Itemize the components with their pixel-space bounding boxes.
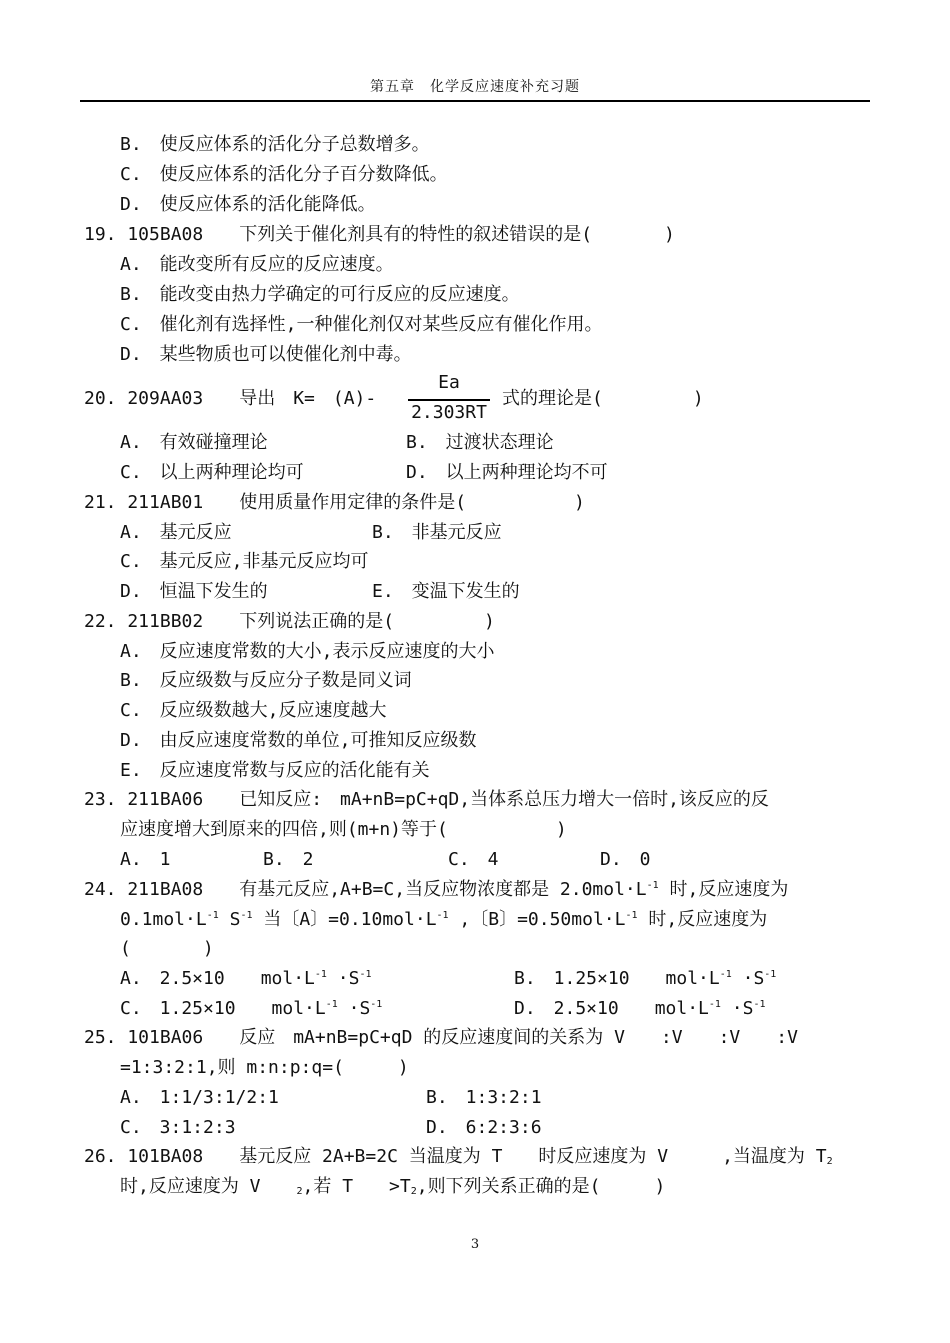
q24-stem-line3: ( ) [120, 938, 214, 959]
q22-option-b: B. 反应级数与反应分子数是同义词 [120, 670, 412, 691]
q24-line2-sup2: -1 [240, 910, 253, 921]
q22-stem: 22. 211BB02 下列说法正确的是( ) [84, 611, 495, 632]
q18-option-c: C. 使反应体系的活化分子百分数降低。 [120, 164, 448, 185]
q24-line1-sup: -1 [646, 880, 659, 891]
q25-stem-line1: 25. 101BA06 反应 mA+nB=pC+qD 的反应速度间的关系为 V :V :V :V [84, 1027, 798, 1048]
q25-option-d: D. 6:2:3:6 [426, 1117, 542, 1138]
q24-a-text: A. 2.5×10 mol·L [120, 968, 315, 989]
q24-a-sup2: -1 [359, 969, 372, 980]
q21-option-d: D. 恒温下发生的 [120, 581, 268, 602]
q24-line2-sup3: -1 [436, 910, 449, 921]
q22-option-c: C. 反应级数越大,反应速度越大 [120, 700, 387, 721]
q23-option-b: B. 2 [263, 849, 314, 870]
q24-c-sup2: -1 [370, 999, 383, 1010]
q24-option-b [514, 968, 776, 990]
q20-option-d: D. 以上两种理论均不可 [406, 462, 608, 483]
q24-d-text: D. 2.5×10 mol·L [514, 998, 709, 1019]
q21-option-a: A. 基元反应 [120, 522, 232, 543]
q20-fraction-bar [408, 399, 490, 401]
q26-line1-sub: 2 [826, 1156, 833, 1167]
q24-line2-part4: ,〔B〕=0.50mol·L [448, 909, 626, 930]
q26-line2-sub2: 2 [410, 1186, 417, 1197]
q24-b-sup1: -1 [719, 969, 732, 980]
q24-line2-sup1: -1 [206, 910, 219, 921]
q24-stem-line1 [84, 879, 788, 901]
q20-option-a: A. 有效碰撞理论 [120, 432, 268, 453]
q20-formula-fraction [408, 372, 490, 424]
q23-stem-line1: 23. 211BA06 已知反应: mA+nB=pC+qD,当体系总压力增大一倍时,该反应的反 [84, 789, 769, 810]
q20-option-c: C. 以上两种理论均可 [120, 462, 304, 483]
q26-stem-line2 [120, 1176, 665, 1198]
q25-option-b: B. 1:3:2:1 [426, 1087, 542, 1108]
q24-c-text: C. 1.25×10 mol·L [120, 998, 326, 1019]
q25-option-a: A. 1:1/3:1/2:1 [120, 1087, 279, 1108]
q26-stem-line1 [84, 1146, 833, 1168]
q23-stem-line2: 应速度增大到原来的四倍,则(m+n)等于( ) [120, 819, 567, 840]
q24-b-text: B. 1.25×10 mol·L [514, 968, 720, 989]
q24-b-unit: ·S [731, 968, 765, 989]
q19-option-d: D. 某些物质也可以使催化剂中毒。 [120, 344, 412, 365]
q26-line2-sub1: 2 [296, 1186, 303, 1197]
q26-line1-text: 26. 101BA08 基元反应 2A+B=2C 当温度为 T 时反应速度为 V ,当温度为 T [84, 1146, 827, 1167]
q21-option-e: E. 变温下发生的 [372, 581, 520, 602]
q24-line2-sup4: -1 [625, 910, 638, 921]
q23-option-a: A. 1 [120, 849, 171, 870]
q24-a-unit: ·S [326, 968, 360, 989]
page-header-title: 第五章 化学反应速度补充习题 [370, 79, 580, 95]
q26-line2-part2: ,若 T >T [302, 1176, 411, 1197]
header-divider [80, 100, 870, 102]
q24-b-sup2: -1 [764, 969, 777, 980]
q24-c-unit: ·S [337, 998, 371, 1019]
q20-fraction-numerator: Ea [438, 372, 460, 393]
q24-line2-part3: 当〔A〕=0.10mol·L [252, 909, 437, 930]
q24-line2-part5: 时,反应速度为 [637, 909, 768, 930]
q19-option-b: B. 能改变由热力学确定的可行反应的反应速度。 [120, 284, 520, 305]
q24-line2-part1: 0.1mol·L [120, 909, 207, 930]
q24-line1-tail: 时,反应速度为 [658, 879, 789, 900]
q20-option-b: B. 过渡状态理论 [406, 432, 554, 453]
q22-option-e: E. 反应速度常数与反应的活化能有关 [120, 760, 430, 781]
q19-option-a: A. 能改变所有反应的反应速度。 [120, 254, 394, 275]
q20-stem-suffix: 式的理论是( ) [502, 388, 704, 409]
q21-option-c: C. 基元反应,非基元反应均可 [120, 551, 369, 572]
q24-stem-line2 [120, 909, 767, 931]
q21-stem: 21. 211AB01 使用质量作用定律的条件是( ) [84, 492, 585, 513]
q20-stem-prefix: 20. 209AA03 导出 K= (A)- [84, 388, 377, 409]
q24-option-d [514, 998, 766, 1020]
q24-d-sup1: -1 [708, 999, 721, 1010]
q21-option-b: B. 非基元反应 [372, 522, 502, 543]
q22-option-a: A. 反应速度常数的大小,表示反应速度的大小 [120, 641, 495, 662]
q24-d-unit: ·S [720, 998, 754, 1019]
q25-option-c: C. 3:1:2:3 [120, 1117, 236, 1138]
q24-d-sup2: -1 [753, 999, 766, 1010]
q24-option-a [120, 968, 372, 990]
q24-line2-part2: S [218, 909, 241, 930]
page-number: 3 [470, 1237, 480, 1252]
q20-fraction-denominator: 2.303RT [411, 402, 487, 423]
q18-option-b: B. 使反应体系的活化分子总数增多。 [120, 134, 430, 155]
q23-option-d: D. 0 [600, 849, 651, 870]
q26-line2-part3: ,则下列关系正确的是( ) [416, 1176, 666, 1197]
q22-option-d: D. 由反应速度常数的单位,可推知反应级数 [120, 730, 477, 751]
q26-line2-part1: 时,反应速度为 V [120, 1176, 297, 1197]
q24-option-c [120, 998, 382, 1020]
q24-line1-text: 24. 211BA08 有基元反应,A+B=C,当反应物浓度都是 2.0mol·L [84, 879, 647, 900]
q19-option-c: C. 催化剂有选择性,一种催化剂仅对某些反应有催化作用。 [120, 314, 603, 335]
q25-stem-line2: =1:3:2:1,则 m:n:p:q=( ) [120, 1057, 409, 1078]
q24-c-sup1: -1 [325, 999, 338, 1010]
q24-a-sup1: -1 [314, 969, 327, 980]
q19-stem: 19. 105BA08 下列关于催化剂具有的特性的叙述错误的是( ) [84, 224, 675, 245]
q23-option-c: C. 4 [448, 849, 499, 870]
q18-option-d: D. 使反应体系的活化能降低。 [120, 194, 376, 215]
